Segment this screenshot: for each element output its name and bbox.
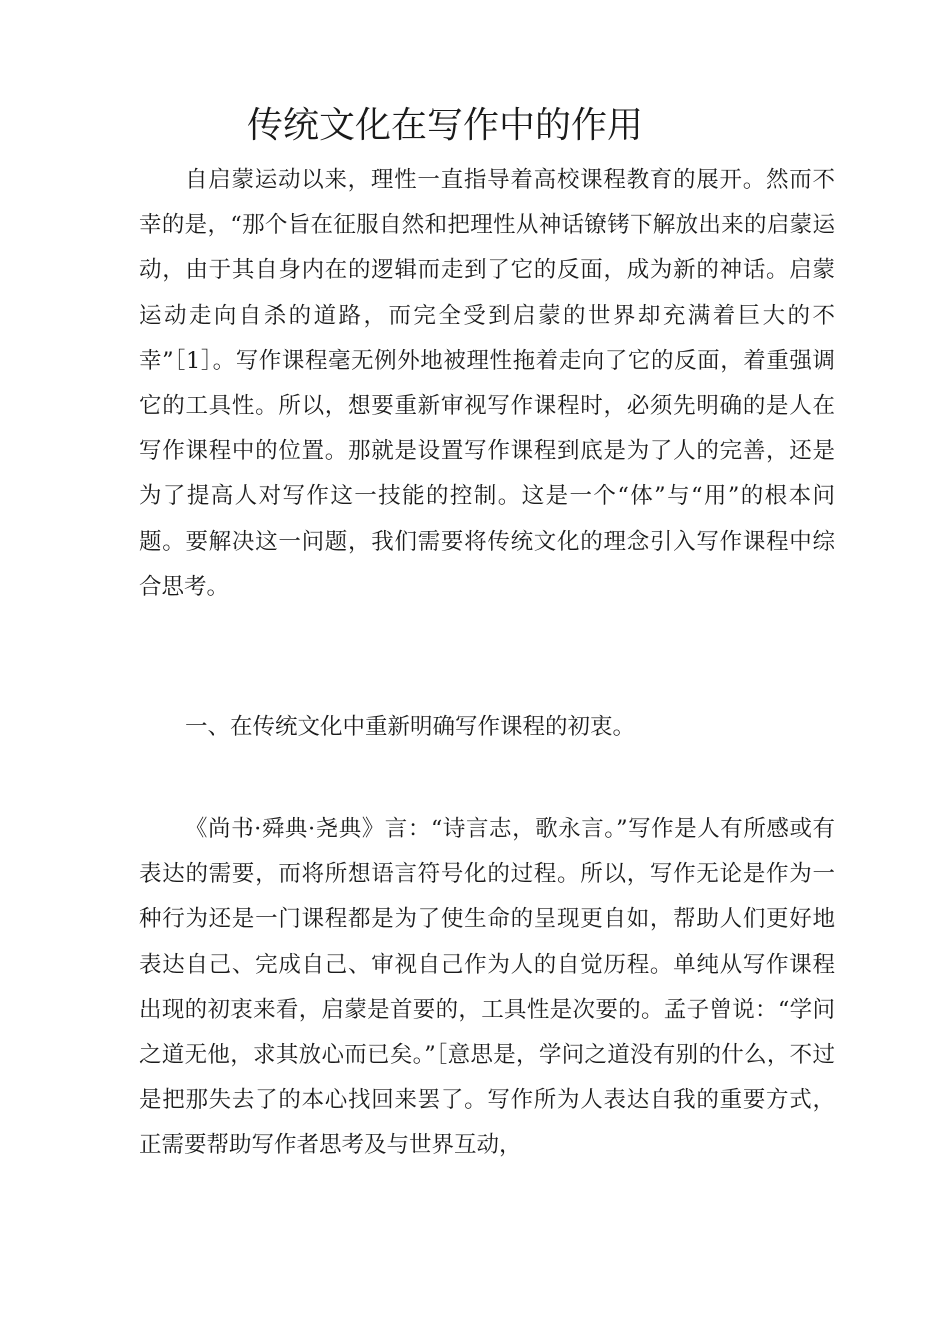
section-heading: 一、在传统文化中重新明确写作课程的初衷。 bbox=[185, 714, 636, 740]
body-paragraph: 自启蒙运动以来，理性一直指导着高校课程教育的展开。然而不幸的是，“那个旨在征服自然和把理性从神话镣铐下解放出来的启蒙运动，由于其自身内在的逻辑而走到了它的反面，成为新的神话。启蒙运动走向自杀的道路，而完全受到启蒙的世界却充满着巨大的不幸”［1］。写作课程毫无例外地被理性拖着走向了它的反面，着重强调它的工具性。所以，想要重新审视写作课程时，必须先明确的是人在写作课程中的位置。那就是设置写作课程到底是为了人的完善，还是为了提高人对写作这一技能的控制。这是一个“体”与“用”的根本问题。要解决这一问题，我们需要将传统文化的理念引入写作课程中综合思考。 bbox=[139, 167, 835, 600]
document-title: 传统文化在写作中的作用 bbox=[247, 105, 644, 146]
body-paragraph: 《尚书·舜典·尧典》言：“诗言志，歌永言。”写作是人有所感或有表达的需要，而将所想语言符号化的过程。所以，写作无论是作为一种行为还是一门课程都是为了使生命的呈现更自如，帮助人们更好地表达自己、完成自己、审视自己作为人的自觉历程。单纯从写作课程出现的初衷来看，启蒙是首要的，工具性是次要的。孟子曾说：“学问之道无他，求其放心而已矣。”［意思是，学问之道没有别的什么，不过是把那失去了的本心找回来罢了。写作所为人表达自我的重要方式，正需要帮助写作者思考及与世界互动， bbox=[139, 816, 835, 1159]
